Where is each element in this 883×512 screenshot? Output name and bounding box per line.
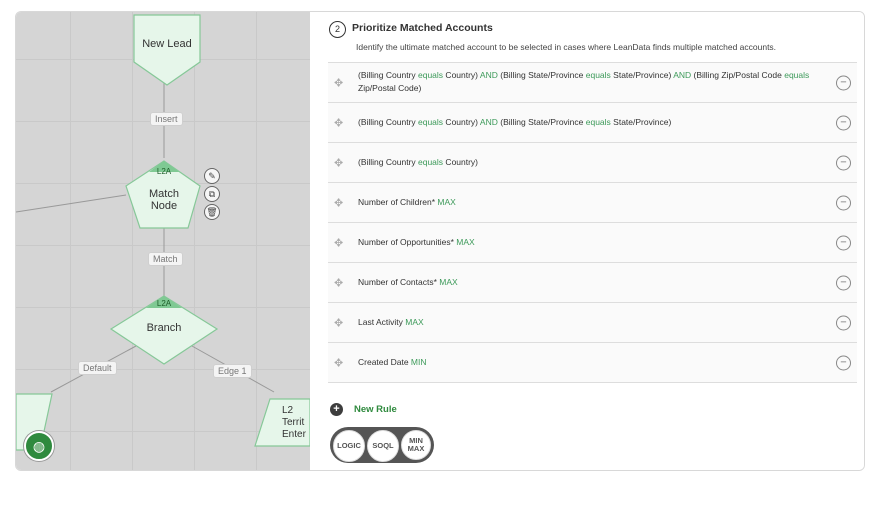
soql-button[interactable]: SOQL (367, 430, 399, 462)
rule-text (328, 303, 857, 329)
rules-list (328, 62, 857, 383)
rule-term: (Billing State/Province (497, 117, 586, 127)
new-lead-label[interactable]: New Lead (142, 38, 192, 50)
rule-row[interactable] (328, 303, 857, 343)
rule-text (328, 343, 857, 369)
rule-text (328, 103, 857, 129)
rule-term: Country) (443, 117, 480, 127)
rule-term: (Billing Country (358, 70, 418, 80)
remove-circle-icon[interactable]: − (836, 235, 851, 250)
rule-term: (Billing State/Province (497, 70, 586, 80)
edge-label-insert: Insert (150, 112, 183, 126)
rule-keyword: MAX (405, 317, 424, 327)
edge-label-match: Match (148, 252, 183, 266)
rule-keyword: MIN (410, 357, 427, 367)
rule-term: Number of Opportunities* (358, 237, 457, 247)
remove-circle-icon[interactable]: − (836, 275, 851, 290)
rule-text (328, 263, 857, 289)
copy-icon[interactable]: ⧉ (204, 186, 220, 202)
rule-text (328, 63, 857, 95)
min-max-button[interactable]: MIN MAX (401, 430, 431, 460)
rule-term: Created Date (358, 357, 411, 367)
delete-trash-icon[interactable]: 🗑 (204, 204, 220, 220)
rule-keyword: MAX (437, 197, 456, 207)
rule-keyword: AND (479, 117, 498, 127)
rule-term: Country) (443, 157, 479, 167)
rule-row[interactable] (328, 63, 857, 103)
rule-term: Number of Contacts* (358, 277, 440, 287)
new-rule-label: New Rule (354, 404, 397, 415)
rule-type-toolbar (330, 427, 434, 463)
rule-keyword: MAX (456, 237, 475, 247)
rule-text (328, 183, 857, 209)
rule-term: Country) (443, 70, 480, 80)
logic-button[interactable]: LOGIC (333, 430, 365, 462)
remove-circle-icon[interactable]: − (836, 155, 851, 170)
rules-panel (310, 12, 864, 470)
rule-keyword: AND (479, 70, 498, 80)
rule-row[interactable] (328, 143, 857, 183)
flow-canvas[interactable] (16, 12, 310, 470)
rule-keyword: equals (418, 157, 444, 167)
flow-graph (16, 12, 310, 470)
rule-keyword: MAX (439, 277, 458, 287)
match-node-label[interactable]: Match Node (149, 188, 179, 212)
rule-term: (Billing Zip/Postal Code (691, 70, 785, 80)
drag-handle-icon[interactable]: ✥ (334, 237, 344, 249)
edit-pencil-icon[interactable]: ✎ (204, 168, 220, 184)
territory-node-label[interactable]: L2 Territ Enter (282, 405, 306, 440)
drag-handle-icon[interactable]: ✥ (334, 157, 344, 169)
rule-row[interactable] (328, 103, 857, 143)
rule-keyword: equals (585, 70, 611, 80)
rule-row[interactable] (328, 263, 857, 303)
drag-handle-icon[interactable]: ✥ (334, 117, 344, 129)
edge-label-edge-1: Edge 1 (213, 364, 252, 378)
rule-text (328, 223, 857, 249)
drag-handle-icon[interactable]: ✥ (334, 197, 344, 209)
drag-handle-icon[interactable]: ✥ (334, 357, 344, 369)
rule-term: (Billing Country (358, 117, 418, 127)
match-node-tag: L2A (156, 167, 172, 176)
rule-keyword: equals (784, 70, 810, 80)
rule-row[interactable] (328, 223, 857, 263)
step-number: 2 (329, 21, 346, 38)
rule-row[interactable] (328, 183, 857, 223)
remove-circle-icon[interactable]: − (836, 195, 851, 210)
remove-circle-icon[interactable]: − (836, 355, 851, 370)
remove-circle-icon[interactable]: − (836, 315, 851, 330)
new-rule-button[interactable] (330, 403, 397, 416)
rule-term: Last Activity (358, 317, 406, 327)
rule-row[interactable] (328, 343, 857, 383)
rule-term: (Billing Country (358, 157, 418, 167)
rule-term: Number of Children* (358, 197, 438, 207)
add-circle-icon: + (330, 403, 343, 416)
rule-keyword: equals (585, 117, 611, 127)
branch-label[interactable]: Branch (146, 322, 182, 334)
globe-icon[interactable]: ◍ (24, 431, 54, 461)
branch-tag: L2A (156, 299, 172, 308)
rule-term: State/Province) (610, 70, 674, 80)
drag-handle-icon[interactable]: ✥ (334, 277, 344, 289)
drag-handle-icon[interactable]: ✥ (334, 317, 344, 329)
panel-description: Identify the ultimate matched account to be selected in cases where LeanData finds multiple matched accounts. (356, 42, 777, 52)
edge-label-default: Default (78, 361, 117, 375)
app-frame (15, 11, 865, 471)
rule-text (328, 143, 857, 169)
remove-circle-icon[interactable]: − (836, 75, 851, 90)
drag-handle-icon[interactable]: ✥ (334, 77, 344, 89)
new-lead-node (134, 15, 200, 85)
rule-term: State/Province) (610, 117, 672, 127)
remove-circle-icon[interactable]: − (836, 115, 851, 130)
rule-keyword: AND (673, 70, 692, 80)
rule-keyword: equals (418, 117, 444, 127)
rule-keyword: equals (418, 70, 444, 80)
rule-term: Zip/Postal Code) (358, 83, 422, 93)
panel-title: Prioritize Matched Accounts (352, 22, 493, 34)
